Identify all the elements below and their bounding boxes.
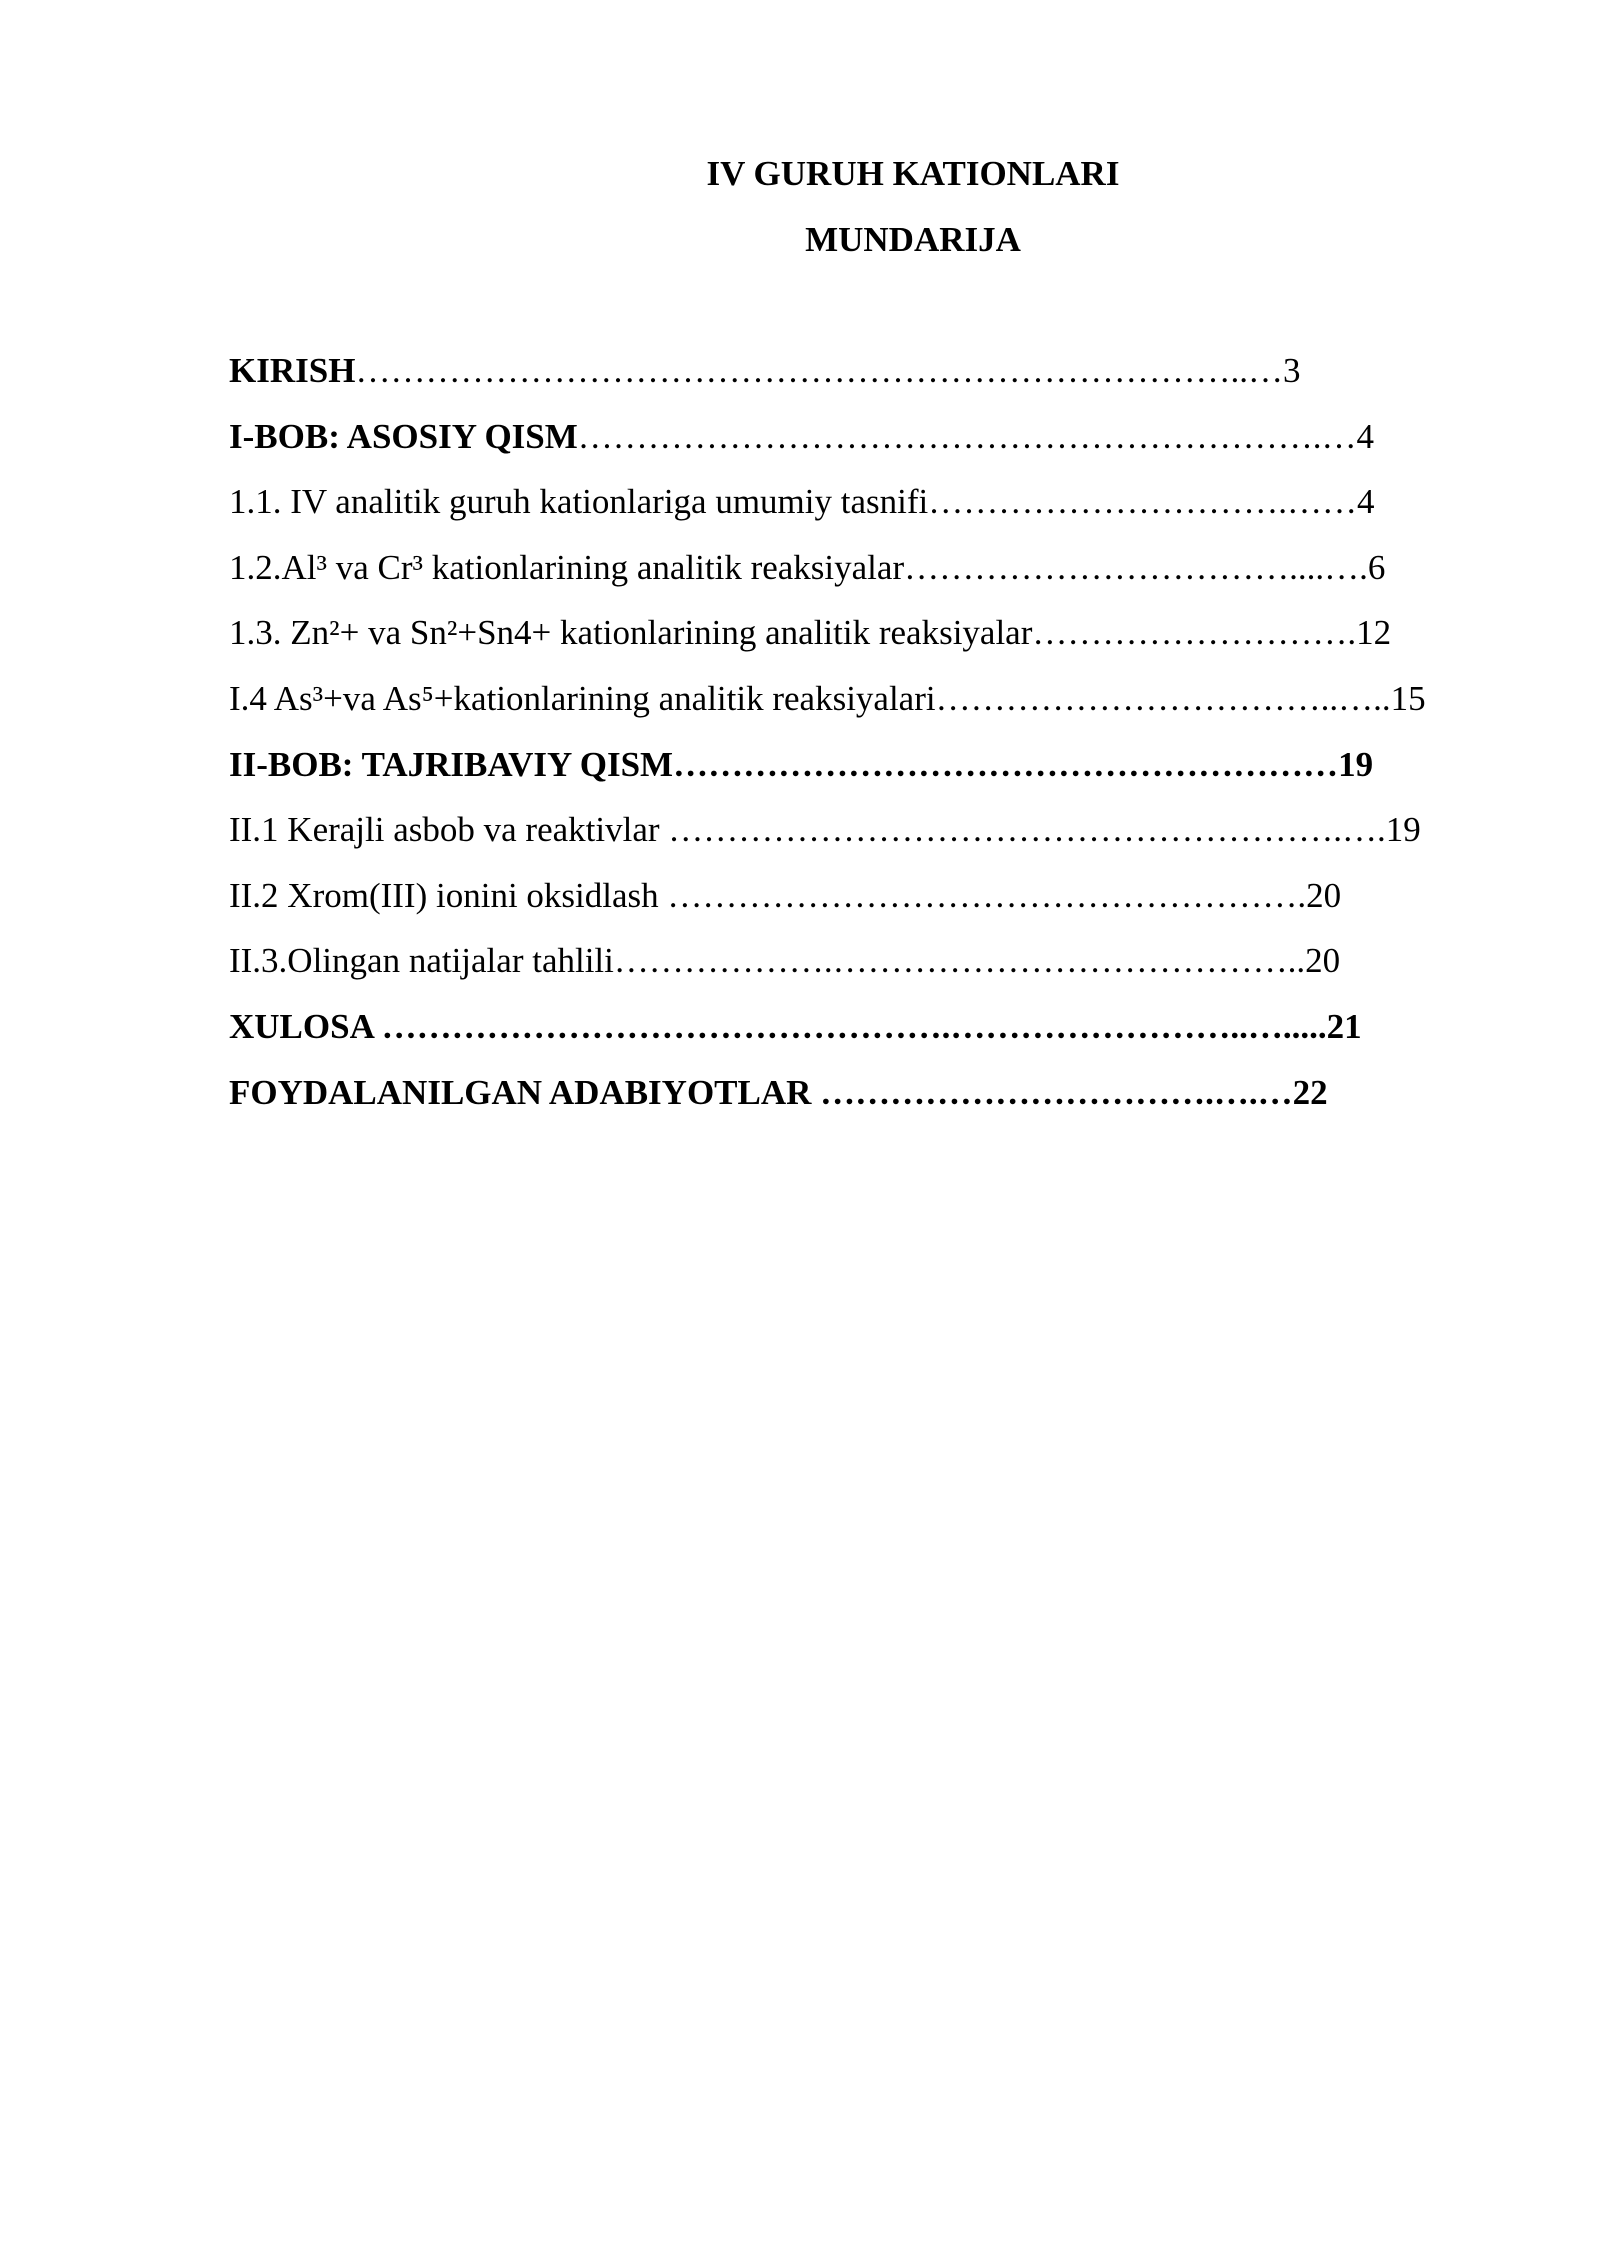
table-of-contents-heading: MUNDARIJA: [805, 220, 1021, 259]
document-title: IV GURUH KATIONLARI: [706, 154, 1120, 193]
toc-entry-section-1-2: 1.2.Al³ va Cr³ kationlarining analitik reaksiyalar……………………………....….6: [229, 547, 1386, 587]
toc-entry-leader: …………………………………………………………………..…3: [355, 351, 1301, 390]
toc-entry-conclusion: XULOSA ………………………………………….……………………..….....21: [229, 1006, 1362, 1046]
toc-entry-section-2-2: II.2 Xrom(III) ionini oksidlash ……………………………………………….20: [229, 875, 1342, 915]
table-of-contents: [229, 346, 1529, 1133]
toc-entry-heading: KIRISH: [229, 351, 356, 390]
toc-entry-heading: I-BOB: ASOSIY QISM: [229, 416, 578, 456]
toc-entry-section-2-3: II.3.Olingan natijalar tahlili……………….…………………………………..20: [229, 941, 1341, 981]
toc-entry-leader: ……………………………………………………….…4: [577, 416, 1375, 456]
toc-entry-section-1-3: 1.3. Zn²+ va Sn²+Sn4+ kationlarining analitik reaksiyalar……………………….12: [229, 613, 1392, 653]
toc-entry-section-2-1: II.1 Kerajli asbob va reaktivlar ………………………………………………….….19: [229, 810, 1421, 850]
toc-entry-chapter-1: [229, 412, 1529, 478]
toc-entry-section-1-1: 1.1. IV analitik guruh kationlariga umumiy tasnifi………………………….……4: [229, 482, 1375, 522]
toc-entry-kirish: [229, 346, 1529, 412]
toc-entry-chapter-2: II-BOB: TAJRIBAVIY QISM…………………………………………………19: [229, 744, 1374, 784]
toc-entry-section-1-4: I.4 As³+va As⁵+kationlarining analitik reaksiyalari……………………………..…..15: [229, 678, 1426, 718]
toc-entry-references: FOYDALANILGAN ADABIYOTLAR …………………………….….…22: [229, 1072, 1328, 1112]
